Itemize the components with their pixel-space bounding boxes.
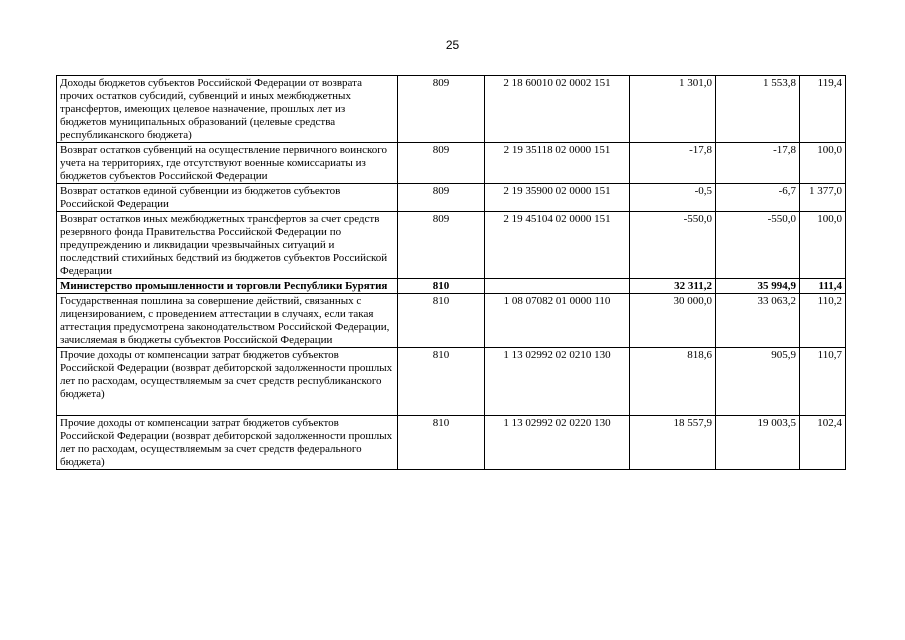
- percent-cell: 119,4: [800, 76, 846, 143]
- fact-amount-cell: 35 994,9: [716, 279, 800, 294]
- fact-amount-cell: -6,7: [716, 184, 800, 212]
- percent-cell: 110,2: [800, 294, 846, 348]
- plan-amount-cell: 1 301,0: [630, 76, 716, 143]
- ministry-total-row: [57, 279, 846, 294]
- revenue-name-cell: Возврат остатков иных межбюджетных трансфертов за счет средств резервного фонда Правительства Российской Федерации по предупреждению и ликвидации чрезвычайных ситуаций и последствий стихийных бедствий из бюджетов субъектов Российской Федерации: [57, 212, 398, 279]
- kbk-code-cell: 1 13 02992 02 0210 130: [485, 348, 630, 416]
- plan-amount-cell: -550,0: [630, 212, 716, 279]
- fact-amount-cell: 1 553,8: [716, 76, 800, 143]
- kbk-code-cell: 2 18 60010 02 0002 151: [485, 76, 630, 143]
- revenue-name-cell: Возврат остатков единой субвенции из бюджетов субъектов Российской Федерации: [57, 184, 398, 212]
- revenue-name-cell: Прочие доходы от компенсации затрат бюджетов субъектов Российской Федерации (возврат дебиторской задолженности прошлых лет по расходам, осуществляемым за счет средств федерального бюджета): [57, 416, 398, 470]
- plan-amount-cell: -17,8: [630, 143, 716, 184]
- kbk-code-cell: 1 13 02992 02 0220 130: [485, 416, 630, 470]
- fact-amount-cell: 19 003,5: [716, 416, 800, 470]
- revenue-name-cell: Возврат остатков субвенций на осуществление первичного воинского учета на территориях, где отсутствуют военные комиссариаты из бюджетов субъектов Российской Федерации: [57, 143, 398, 184]
- plan-amount-cell: 18 557,9: [630, 416, 716, 470]
- admin-code-cell: 809: [398, 76, 485, 143]
- fact-amount-cell: 33 063,2: [716, 294, 800, 348]
- admin-code-cell: 810: [398, 279, 485, 294]
- plan-amount-cell: -0,5: [630, 184, 716, 212]
- table-row: [57, 76, 846, 143]
- fact-amount-cell: -17,8: [716, 143, 800, 184]
- percent-cell: 102,4: [800, 416, 846, 470]
- kbk-code-cell: 2 19 35900 02 0000 151: [485, 184, 630, 212]
- table-row: [57, 348, 846, 416]
- budget-table: [56, 75, 846, 470]
- admin-code-cell: 809: [398, 184, 485, 212]
- revenue-name-cell: Государственная пошлина за совершение действий, связанных с лицензированием, с проведением аттестации в случаях, если такая аттестация предусмотрена законодательством Российской Федерации, зачисляемая в бюджеты субъектов Российской Федерации: [57, 294, 398, 348]
- revenue-name-cell: Доходы бюджетов субъектов Российской Федерации от возврата прочих остатков субсидий, субвенций и иных межбюджетных трансфертов, имеющих целевое назначение, прошлых лет из бюджетов муниципальных образований (целевые средства республиканского бюджета): [57, 76, 398, 143]
- percent-cell: 100,0: [800, 143, 846, 184]
- table-row: [57, 212, 846, 279]
- table-row: [57, 184, 846, 212]
- kbk-code-cell: 1 08 07082 01 0000 110: [485, 294, 630, 348]
- kbk-code-cell: [485, 279, 630, 294]
- percent-cell: 1 377,0: [800, 184, 846, 212]
- table-row: [57, 294, 846, 348]
- kbk-code-cell: 2 19 35118 02 0000 151: [485, 143, 630, 184]
- table-row: [57, 143, 846, 184]
- ministry-name-cell: Министерство промышленности и торговли Республики Бурятия: [57, 279, 398, 294]
- percent-cell: 100,0: [800, 212, 846, 279]
- revenue-name-cell: Прочие доходы от компенсации затрат бюджетов субъектов Российской Федерации (возврат дебиторской задолженности прошлых лет по расходам, осуществляемым за счет средств республиканского бюджета): [57, 348, 398, 416]
- plan-amount-cell: 32 311,2: [630, 279, 716, 294]
- admin-code-cell: 810: [398, 416, 485, 470]
- admin-code-cell: 810: [398, 294, 485, 348]
- fact-amount-cell: -550,0: [716, 212, 800, 279]
- admin-code-cell: 809: [398, 212, 485, 279]
- table-row: [57, 416, 846, 470]
- fact-amount-cell: 905,9: [716, 348, 800, 416]
- page-number: 25: [445, 38, 460, 52]
- percent-cell: 111,4: [800, 279, 846, 294]
- plan-amount-cell: 30 000,0: [630, 294, 716, 348]
- percent-cell: 110,7: [800, 348, 846, 416]
- plan-amount-cell: 818,6: [630, 348, 716, 416]
- kbk-code-cell: 2 19 45104 02 0000 151: [485, 212, 630, 279]
- admin-code-cell: 809: [398, 143, 485, 184]
- admin-code-cell: 810: [398, 348, 485, 416]
